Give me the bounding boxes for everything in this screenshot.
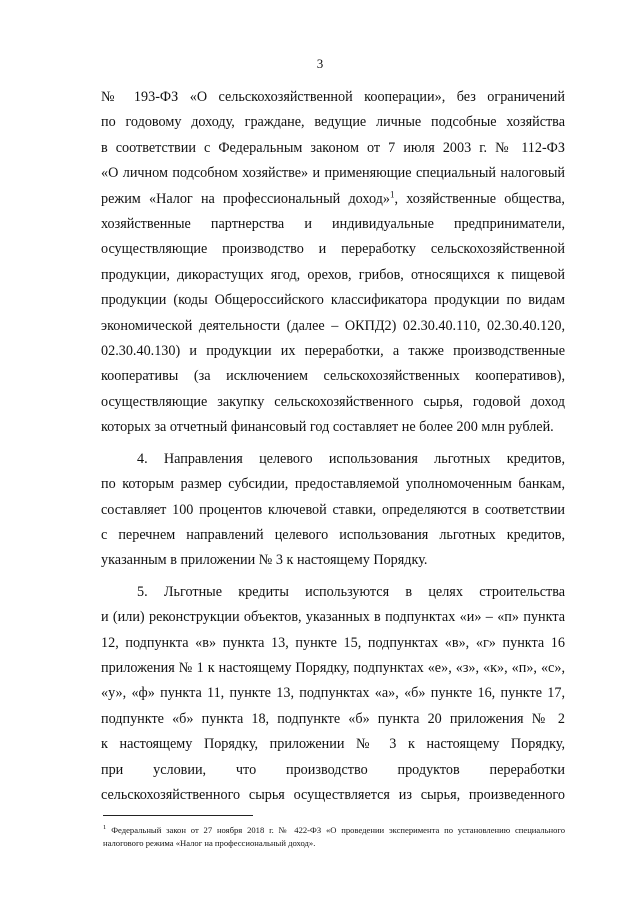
text-line: указанным в приложении № 3 к настоящему Порядку. — [101, 552, 428, 569]
text-line: приложения № 1 к настоящему Порядку, подпунктах «е», «з», «к», «п», «с», — [101, 659, 565, 676]
footnote-marker: 1 — [103, 824, 107, 831]
text-line: продукции, дикорастущих ягод, орехов, грибов, относящихся к пищевой — [101, 266, 565, 283]
text-line: при условии, что производство продуктов переработки — [101, 761, 565, 778]
footnote-text: Федеральный закон от 27 ноября 2018 г. № 422-ФЗ «О проведении эксперимента по установлению специального налогового режима «Налог на профессиональный доход». — [103, 824, 565, 848]
text-line: составляет 100 процентов ключевой ставки, определяются в соответствии — [101, 501, 565, 518]
text-line: «О личном подсобном хозяйстве» и применяющие специальный налоговый — [101, 165, 565, 182]
text-line: 4. Направления целевого использования льготных кредитов, — [137, 450, 565, 467]
paragraph-item-5 — [101, 580, 565, 809]
text-segment: , хозяйственные общества, — [394, 190, 565, 207]
text-line: «у», «ф» пункта 11, пункте 13, подпунктах «а», «б» пункте 16, пункте 17, — [101, 685, 565, 702]
text-line: хозяйственные партнерства и индивидуальные предприниматели, — [101, 216, 565, 233]
text-line: 5. Льготные кредиты используются в целях строительства — [137, 583, 565, 600]
footnote-reference[interactable]: 1 — [389, 188, 395, 199]
text-line: 02.30.40.130) и продукции их переработки, а также производственные — [101, 343, 565, 360]
page-number: 3 — [316, 56, 324, 71]
footnote — [103, 821, 565, 850]
text-line: к настоящему Порядку, приложении № 3 к настоящему Порядку, — [101, 736, 565, 753]
text-segment: режим «Налог на профессиональный доход» — [101, 190, 390, 207]
text-line: которых за отчетный финансовый год составляет не более 200 млн рублей. — [101, 419, 554, 436]
text-line: в соответствии с Федеральным законом от 7 июля 2003 г. № 112-ФЗ — [101, 139, 565, 156]
body-text — [101, 85, 565, 808]
text-line: по которым размер субсидии, предоставляемой уполномоченным банкам, — [101, 476, 565, 493]
text-line: кооперативы (за исключением сельскохозяйственных кооперативов), — [101, 368, 565, 385]
text-line: осуществляющие производство и переработку сельскохозяйственной — [101, 241, 565, 258]
text-line-with-footnote — [101, 187, 565, 212]
text-line: сельскохозяйственного сырья осуществляется из сырья, произведенного — [101, 786, 565, 803]
footnote-separator — [103, 815, 253, 816]
text-line: осуществляющие закупку сельскохозяйственного сырья, годовой доход — [101, 393, 565, 410]
text-line: № 193-ФЗ «О сельскохозяйственной кооперации», без ограничений — [101, 89, 565, 105]
text-line: продукции (коды Общероссийского классификатора продукции по видам — [101, 292, 565, 309]
text-line: и (или) реконструкции объектов, указанных в подпунктах «и» – «п» пункта — [101, 609, 565, 626]
paragraph-item-4 — [101, 447, 565, 574]
text-line: по годовому доходу, граждане, ведущие личные подсобные хозяйства — [101, 114, 565, 131]
text-line: 12, подпункта «в» пункта 13, пункте 15, подпунктах «в», «г» пункта 16 — [101, 634, 565, 651]
paragraph-continuation — [101, 85, 565, 441]
text-line: с перечнем направлений целевого использования льготных кредитов, — [101, 526, 565, 543]
text-line: экономической деятельности (далее – ОКПД2) 02.30.40.110, 02.30.40.120, — [101, 317, 565, 334]
text-line: подпункте «б» пункта 18, подпункте «б» пункта 20 приложения № 2 — [101, 710, 565, 727]
